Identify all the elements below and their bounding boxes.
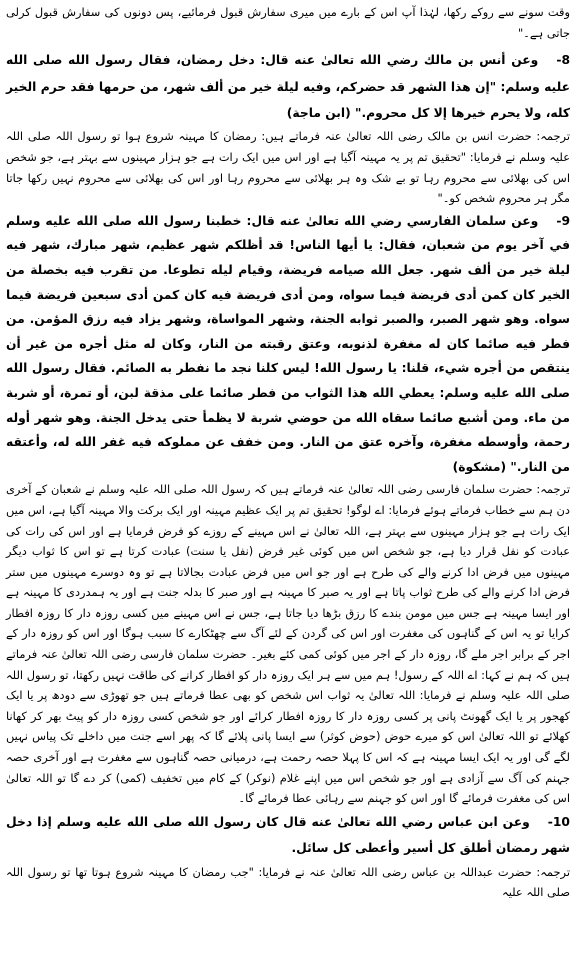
hadith-8-arabic	[6, 47, 570, 126]
hadith-8-urdu-translation: ترجمہ: حضرت انس بن مالک رضی اللہ تعالیٰ عنہ فرماتے ہیں: رمضان کا مہینہ شروع ہوا تو رسول اللہ صلی اللہ علیہ وسلم نے فرمایا: "تحقیق تم پر یہ مہینہ آگیا ہے اور اس میں ایک رات ہے جو ہزار مہینوں سے بہتر ہے، جو شخص اس کی بھلائی سے محروم رہا تو بے شک وہ ہر بھلائی سے محروم رہا اور اس کی بھلائی سے محروم نہیں رکھا جاتا مگر ہر محروم شخص کو۔"	[6, 129, 570, 206]
hadith-arabic-text: وعن سلمان الفارسي رضي الله تعالىٰ عنه قال: خطبنا رسول الله صلى الله عليه وسلم في آخر يوم من شعبان، فقال: يا أيها الناس! قد أظلكم شهر عظيم، شهر مبارك، شهر فيه ليلة خير من ألف شهر. جعل الله صيامه فريضة، وقيام ليله تطوعا. من تقرب فيه بخصلة من الخير كان كمن أدى فريضة فيما سواه، ومن أدى فريضة فيه كان كمن أدى سبعين فريضة فيما سواه. وهو شهر الصبر، والصبر ثوابه الجنة، وشهر المواساة، وشهر يزاد فيه رزق المؤمن. من فطر فيه صائما كان له مغفرة لذنوبه، وعتق رقبته من النار، وكان له مثل أجره من غير أن ينتقص من أجره شيء، قلنا: يا رسول الله! ليس كلنا نجد ما نفطر به الصائم. فقال رسول الله صلى الله عليه وسلم: يعطي الله هذا الثواب من فطر صائما على مذقة لبن، أو تمرة، أو شربة من ماء. ومن أشبع صائما سقاه الله من حوضي شربة لا يظمأ حتى يدخل الجنة. وهو شهر أوله رحمة، وأوسطه مغفرة، وآخره عتق من النار. ومن خفف عن مملوكه فيه غفر الله له، وأعتقه من النار." (مشكوة)	[6, 213, 570, 474]
hadith-10-arabic	[6, 809, 570, 862]
hadith-number: 8-	[556, 53, 570, 68]
hadith-arabic-text: وعن ابن عباس رضي الله تعالىٰ عنه قال كان رسول الله صلى الله عليه وسلم إذا دخل شهر رمضان أطلق كل أسير وأعطى كل سائل.	[6, 814, 570, 856]
hadith-arabic-text: وعن أنس بن مالك رضي الله تعالىٰ عنه قال: دخل رمضان، فقال رسول الله صلى الله عليه وسلم: "إن هذا الشهر قد حضركم، وفيه ليلة خير من ألف شهر، من حرمها فقد حرم الخير كله، ولا يحرم خيرها إلا كل محروم." (ابن ماجة)	[6, 53, 570, 120]
hadith-9-arabic	[6, 209, 570, 480]
hadith-10-urdu-translation: ترجمہ: حضرت عبداللہ بن عباس رضی اللہ تعالیٰ عنہ نے فرمایا: "جب رمضان کا مہینہ شروع ہوتا تھا تو رسول اللہ صلی اللہ علیہ	[6, 864, 570, 900]
hadith-9-urdu-translation: ترجمہ: حضرت سلمان فارسی رضی اللہ تعالیٰ عنہ فرماتے ہیں کہ رسول اللہ صلی اللہ علیہ وسلم نے شعبان کے آخری دن ہم سے خطاب فرماتے ہوئے فرمایا: اے لوگو! تحقیق تم پر ایک عظیم مہینہ اور ایک برکت والا مہینہ آگیا ہے، اس میں ایک رات ہے جو ہزار مہینوں سے بہتر ہے، اللہ تعالیٰ نے اس مہینے کے روزے کو فرض فرمایا ہے اور اس کی رات کی عبادت کو نفل قرار دیا ہے، جو شخص اس میں کوئی غیر فرض (نفل یا سنت) عبادت کرتا ہے تو اس کا ثواب دیگر مہینوں میں فرض ادا کرنے والے کی طرح ہے اور جو اس میں فرض عبادت بجالاتا ہے تو وہ دوسرے مہینوں میں ستر فرض ادا کرنے والے کی طرح ثواب پاتا ہے اور یہ صبر کا مہینہ ہے اور صبر کا بدلہ جنت ہے اور یہ ہمدردی کا مہینہ ہے اور ایسا مہینہ ہے جس میں مومن بندے کا رزق بڑھا دیا جاتا ہے، جس نے اس مہینے میں کسی روزہ دار کا روزہ افطار کرایا تو یہ اس کے گناہوں کی مغفرت اور اس کی گردن کے لئے آگ سے چھٹکارے کا سبب ہوگا اور اس کو روزہ دار کے اجر کے برابر اجر ملے گا، روزہ دار کے اجر میں کوئی کمی کئے بغیر۔ حضرت سلمان فارسی رضی اللہ تعالیٰ عنہ فرماتے ہیں کہ ہم نے کہا: اے اللہ کے رسول! ہم میں سے ہر ایک روزہ دار کو افطار کرانے کی طاقت نہیں رکھتا، تو رسول اللہ صلی اللہ علیہ وسلم نے فرمایا: اللہ تعالیٰ یہ ثواب اس شخص کو بھی عطا فرماتے ہیں جو تھوڑی سے دودھ پر یا ایک کھجور پر یا ایک گھونٹ پانی پر کسی روزہ دار کا روزہ افطار کرائے اور جو شخص کسی روزہ دار کو پیٹ بھر کر کھانا کھلائے تو اللہ تعالیٰ اس کو میرے حوض (حوض کوثر) سے ایسا پانی پلائے گا کہ پھر اسے جنت میں داخلے تک پیاس نہیں لگے گی اور یہ ایک ایسا مہینہ ہے کہ اس کا پہلا حصہ رحمت ہے، درمیانی حصہ گناہوں سے مغفرت ہے اور آخری حصہ جہنم کی آگ سے آزادی ہے اور جو شخص اس میں اپنے غلام (نوکر) کے کام میں تخفیف (کمی) کر دے گا تو اللہ تعالیٰ اس کی مغفرت فرمائے گا اور اس کو جہنم سے رہائی عطا فرمائے گا۔	[6, 482, 570, 806]
previous-hadith-translation-tail: وقت سونے سے روکے رکھا، لہٰذا آپ اس کے بارے میں میری سفارش قبول فرمائیے، پس دونوں کی سفارش قبول کرلی جاتی ہے۔"	[6, 5, 570, 40]
hadith-number: 10-	[547, 814, 570, 829]
hadith-number: 9-	[556, 213, 570, 228]
